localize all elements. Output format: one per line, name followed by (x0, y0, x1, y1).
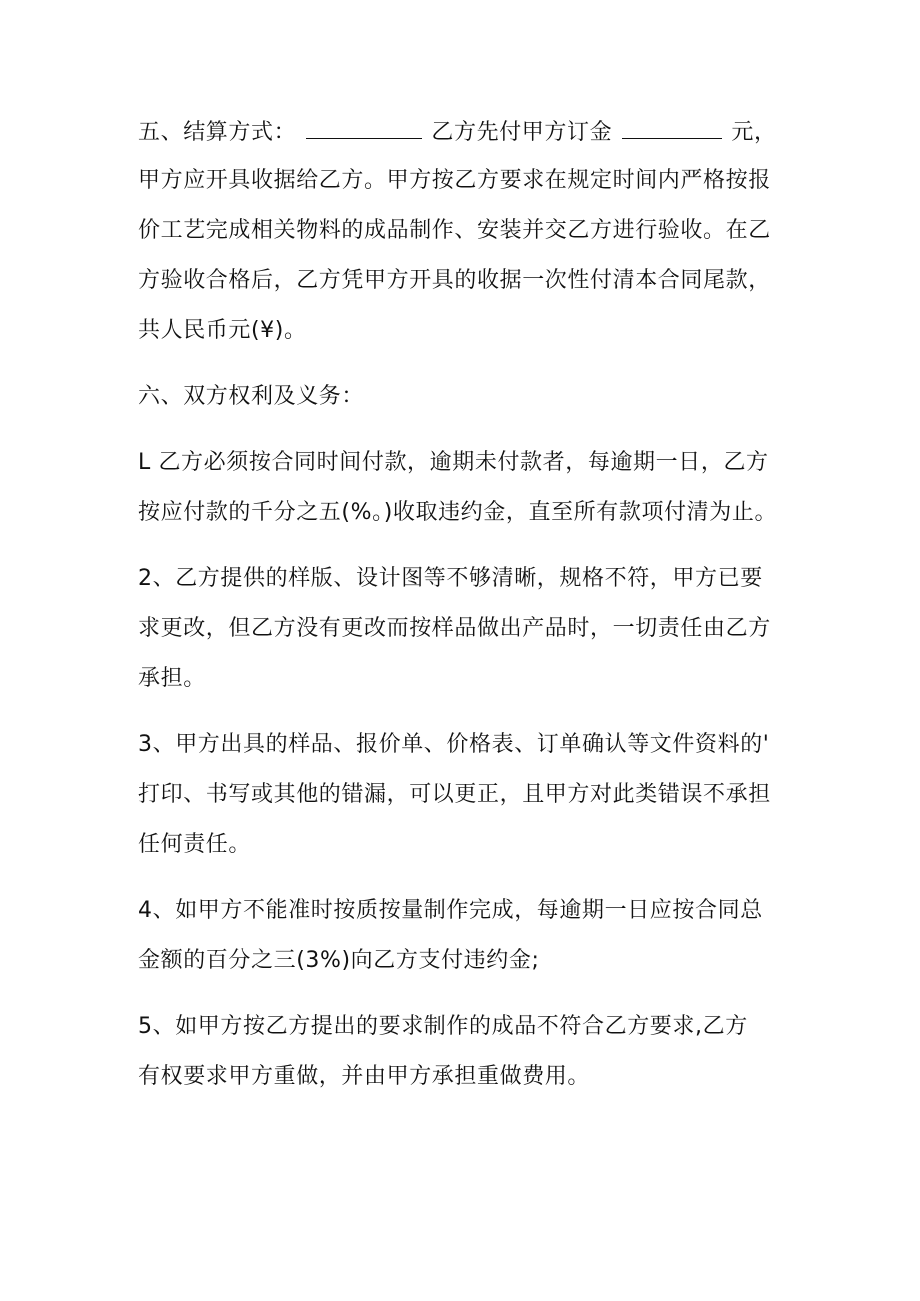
item-5-line-2: 有权要求甲方重做，并由甲方承担重做费用。 (138, 1064, 591, 1089)
settlement-heading: 五、结算方式： (138, 120, 297, 145)
blank-settlement-method (306, 116, 422, 139)
item-2-line-1: 2、乙方提供的样版、设计图等不够清晰，规格不符，甲方已要 (138, 566, 763, 591)
settlement-line-3: 价工艺完成相关物料的成品制作、安装并交乙方进行验收。在乙 (138, 218, 771, 243)
currency-unit: 元， (731, 120, 777, 145)
settlement-line-4: 方验收合格后，乙方凭甲方开具的收据一次性付清本合同尾款， (138, 268, 771, 293)
settlement-line-1 (138, 116, 777, 148)
settlement-line-2: 甲方应开具收据给乙方。甲方按乙方要求在规定时间内严格按报 (138, 168, 771, 193)
item-2-line-3: 承担。 (138, 666, 206, 691)
settlement-line-5: 共人民币元(¥)。 (138, 318, 307, 343)
item-1-line-2: 按应付款的千分之五(%。)收取违约金，直至所有款项付清为止。 (138, 500, 778, 525)
item-4-line-2: 金额的百分之三(3%)向乙方支付违约金; (138, 948, 540, 973)
item-3-line-3: 任何责任。 (138, 832, 252, 857)
item-1-line-1: L 乙方必须按合同时间付款，逾期未付款者，每逾期一日，乙方 (138, 450, 769, 475)
rights-heading: 六、双方权利及义务： (138, 384, 365, 409)
item-3-line-1: 3、甲方出具的样品、报价单、价格表、订单确认等文件资料的' (138, 732, 770, 757)
item-2-line-2: 求更改，但乙方没有更改而按样品做出产品时，一切责任由乙方 (138, 616, 771, 641)
item-4-line-1: 4、如甲方不能准时按质按量制作完成，每逾期一日应按合同总 (138, 898, 763, 923)
item-5-line-1: 5、如甲方按乙方提出的要求制作的成品不符合乙方要求,乙方 (138, 1014, 748, 1039)
blank-deposit-amount (622, 116, 722, 139)
item-3-line-2: 打印、书写或其他的错漏，可以更正，且甲方对此类错误不承担 (138, 782, 771, 807)
deposit-text: 乙方先付甲方订金 (431, 120, 613, 145)
